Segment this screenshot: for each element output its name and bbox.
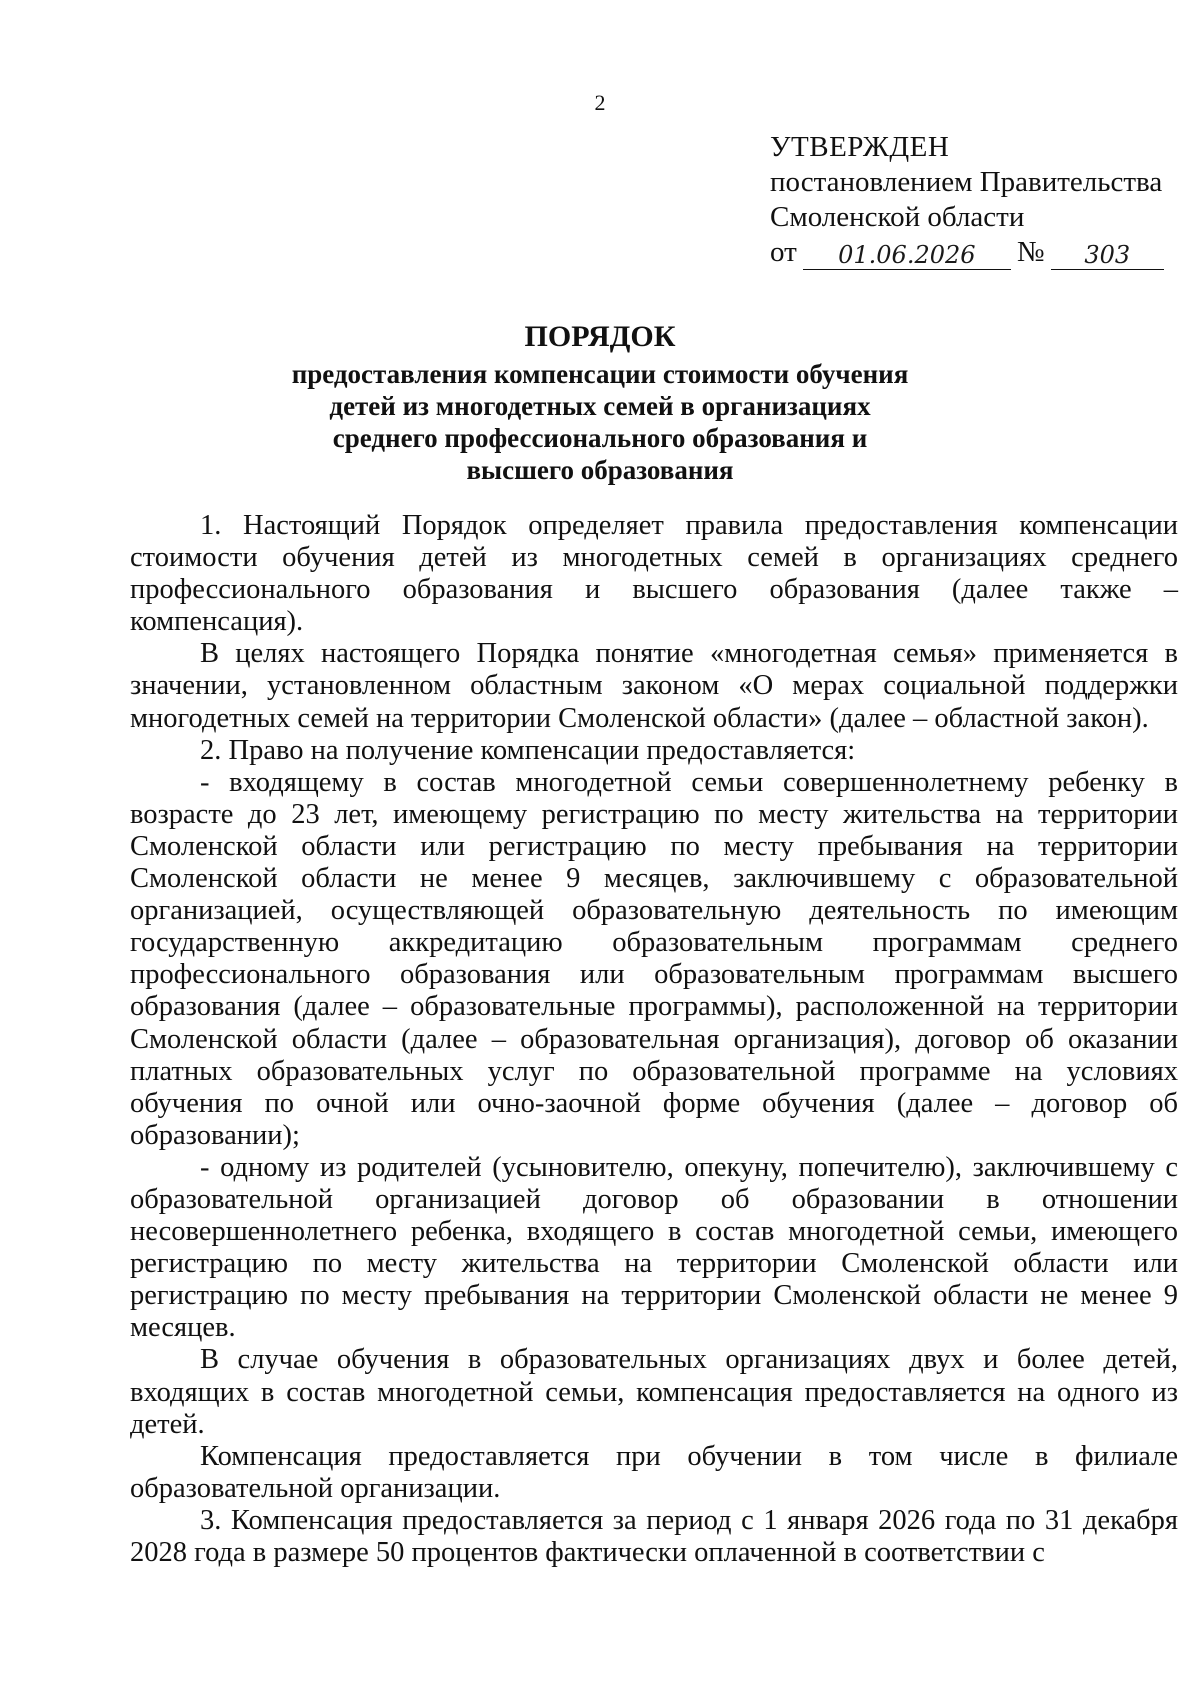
approval-date-row (770, 235, 1170, 270)
document-title (0, 318, 1200, 486)
paragraph: 1. Настоящий Порядок определяет правила предоставления компенсации стоимости обучения детей из многодетных семей в организациях среднего профессионального образования и высшего образования (далее также – компенсация). (130, 510, 1178, 638)
approval-line-1: постановлением Правительства (770, 166, 1163, 198)
document-body (130, 510, 1178, 1569)
page-number: 2 (594, 90, 606, 115)
paragraph: В случае обучения в образовательных организациях двух и более детей, входящих в состав многодетной семьи, компенсация предоставляется на одного из детей. (130, 1344, 1178, 1440)
handwritten-number: 303 (1051, 241, 1164, 270)
title-main: ПОРЯДОК (524, 320, 676, 353)
date-prefix: от (770, 236, 797, 268)
number-prefix: № (1016, 236, 1045, 268)
paragraph: - одному из родителей (усыновителю, опекуну, попечителю), заключившему с образовательной организацией договор об образовании в отношении несовершеннолетнего ребенка, входящего в состав многодетной семьи, имеющего регистрацию по месту жительства на территории Смоленской области или регистрацию по месту пребывания на территории Смоленской области не менее 9 месяцев. (130, 1151, 1178, 1344)
approval-stamp: УТВЕРЖДЕН (770, 131, 950, 163)
paragraph: 2. Право на получение компенсации предоставляется: (200, 734, 856, 766)
paragraph: - входящему в состав многодетной семьи совершеннолетнему ребенку в возрасте до 23 лет, имеющему регистрацию по месту жительства на территории Смоленской области или регистрацию по месту пребывания на территории Смоленской области не менее 9 месяцев, заключившему с образовательной организацией, осуществляющей образовательную деятельность по имеющим государственную аккредитацию образовательным программам среднего профессионального образования или образовательным программам высшего образования (далее – образовательные программы), расположенной на территории Смоленской области (далее – образовательная организация), договор об оказании платных образовательных услуг по образовательной программе на условиях обучения по очной или очно-заочной форме обучения (далее – договор об образовании); (130, 766, 1178, 1151)
paragraph: 3. Компенсация предоставляется за период с 1 января 2026 года по 31 декабря 2028 года в размере 50 процентов фактически оплаченной в соответствии с (130, 1504, 1178, 1568)
title-subtitle-line: среднего профессионального образования и (332, 423, 868, 453)
title-subtitle-line: предоставления компенсации стоимости обучения (291, 359, 909, 389)
approval-block (770, 130, 1170, 270)
paragraph: В целях настоящего Порядка понятие «многодетная семья» применяется в значении, установленном областным законом «О мерах социальной поддержки многодетных семей на территории Смоленской области» (далее – областной закон). (130, 638, 1178, 734)
handwritten-date: 01.06.2026 (803, 241, 1011, 270)
approval-line-2: Смоленской области (770, 201, 1025, 233)
title-subtitle-line: детей из многодетных семей в организациях (329, 391, 871, 421)
title-subtitle-line: высшего образования (466, 455, 734, 485)
paragraph: Компенсация предоставляется при обучении в том числе в филиале образовательной организации. (130, 1440, 1178, 1504)
